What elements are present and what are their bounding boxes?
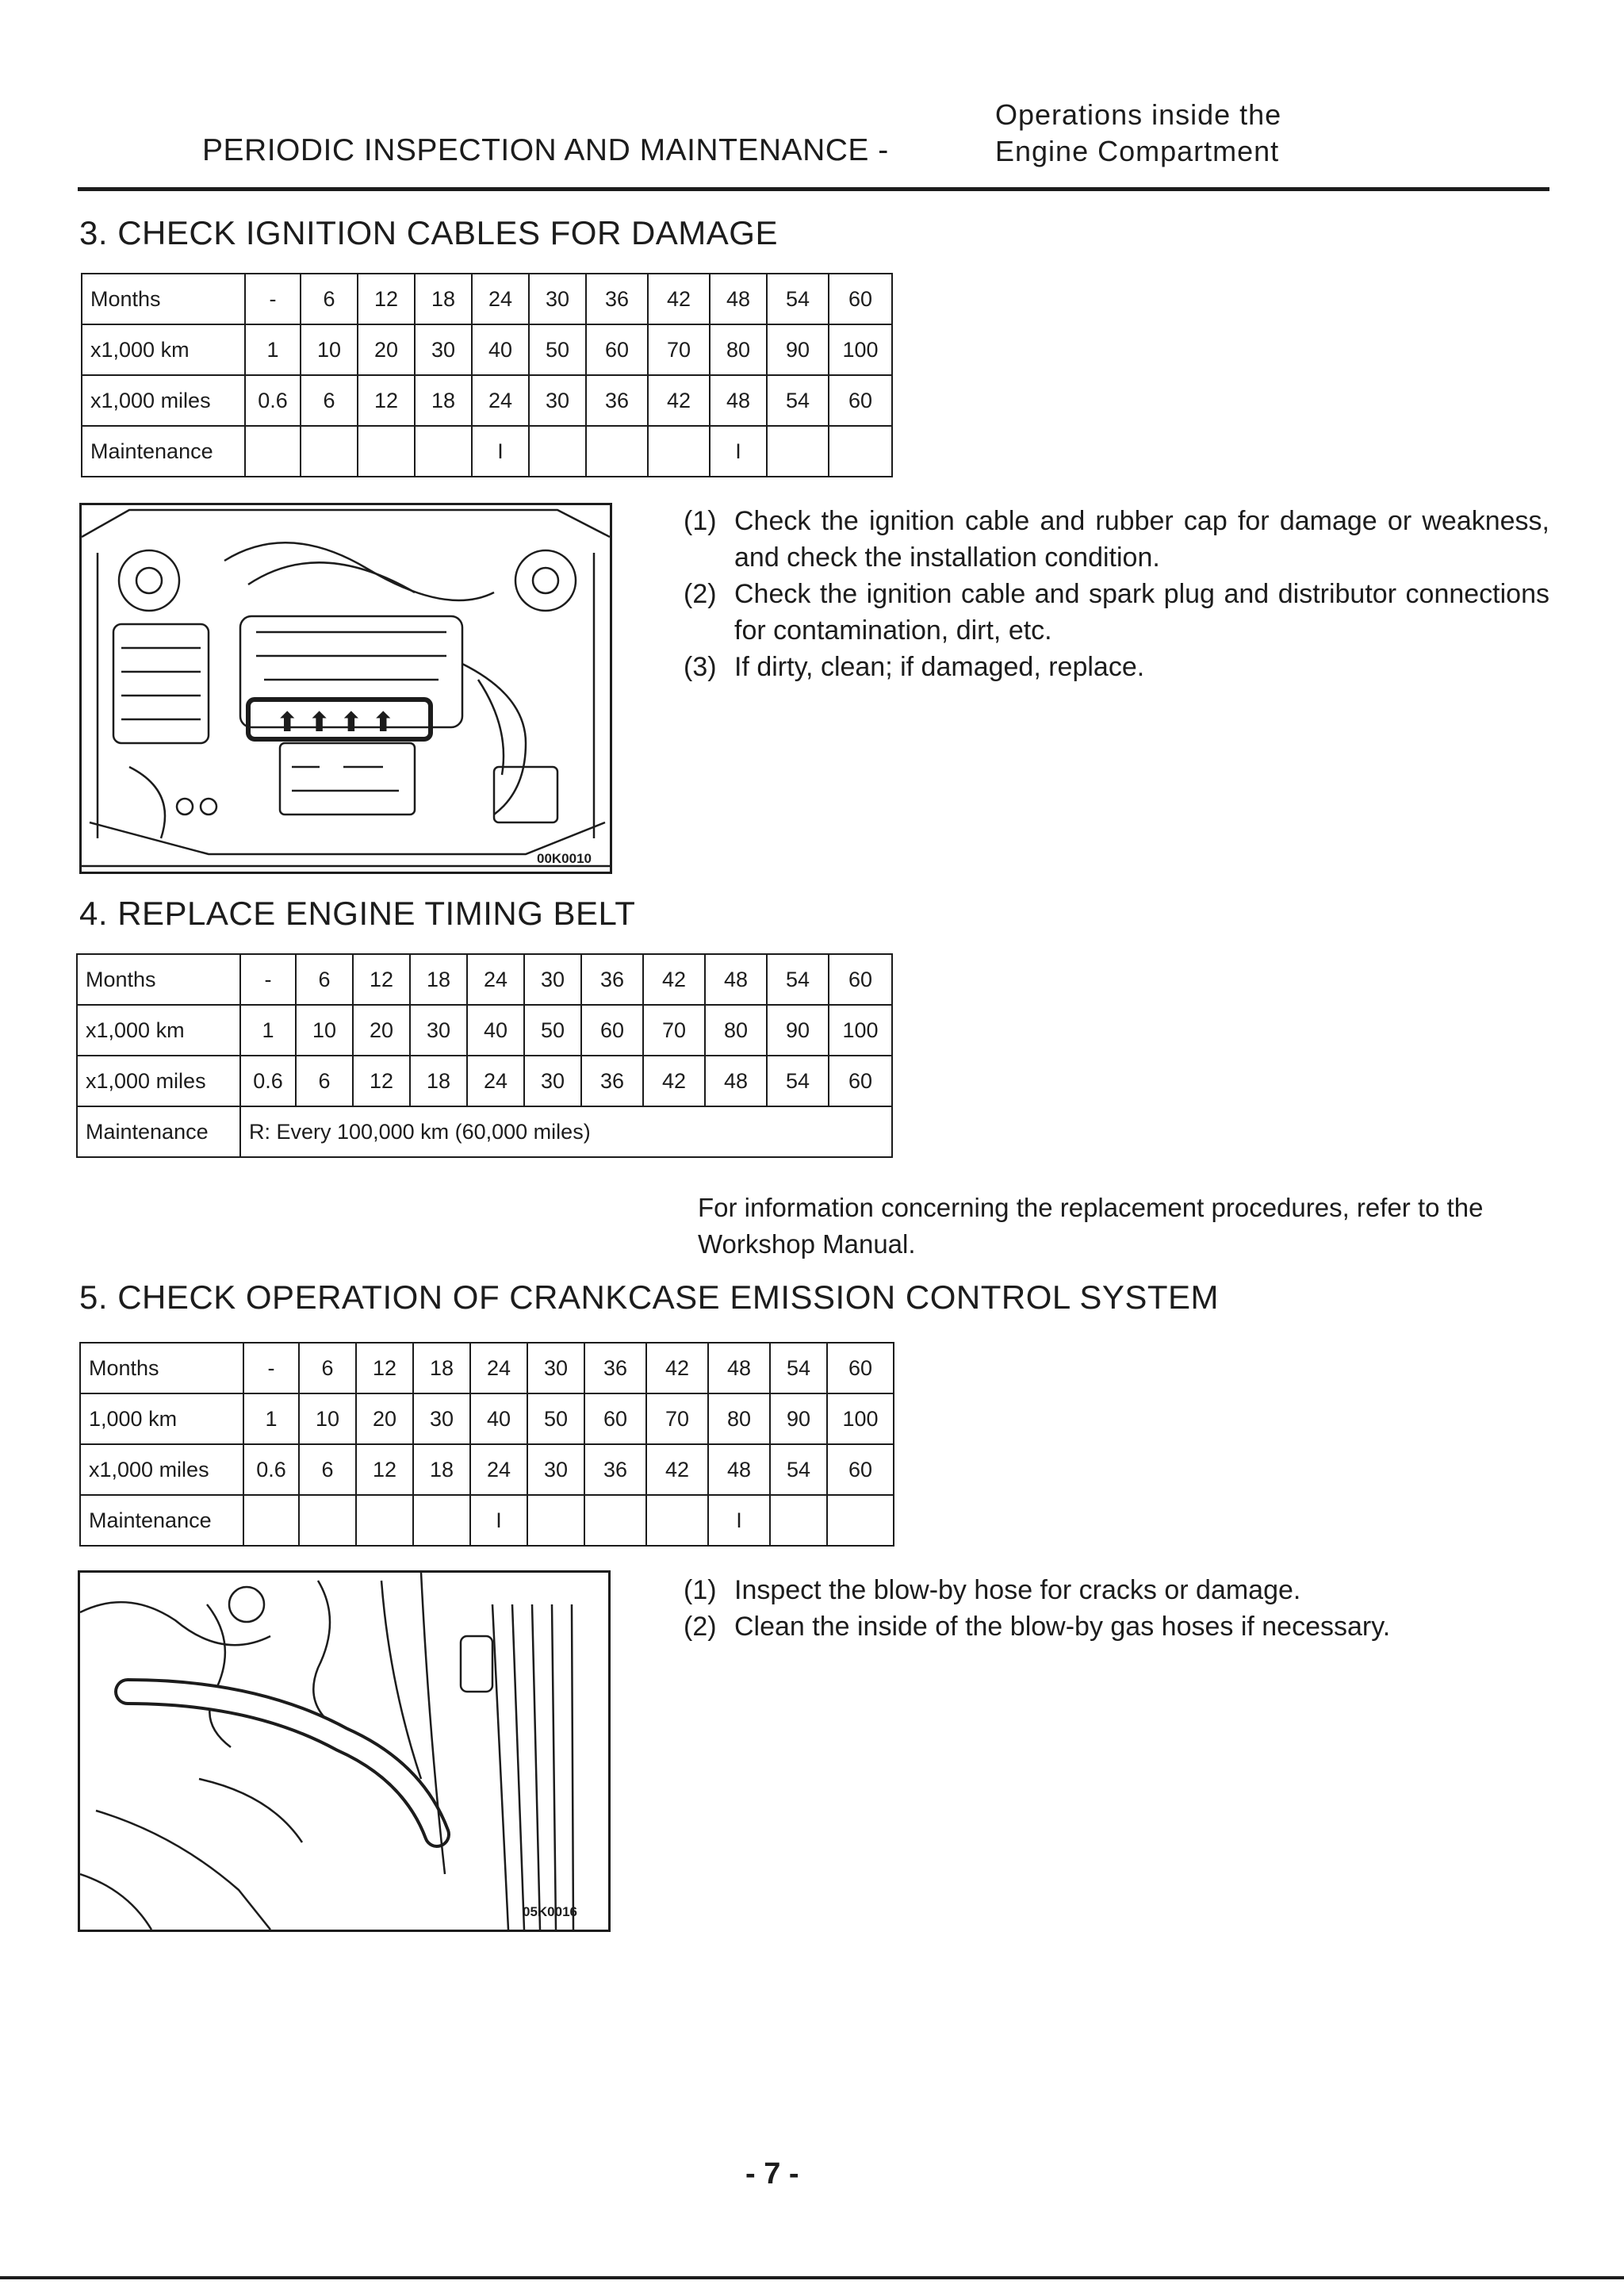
step-number: (2) [684, 579, 717, 609]
table-cell: 48 [710, 375, 767, 426]
row-label: Maintenance [80, 1495, 243, 1546]
blow-by-hose-illustration [78, 1570, 611, 1932]
table-row [80, 1393, 894, 1444]
table-cell: 80 [705, 1005, 767, 1056]
row-label: x1,000 miles [77, 1056, 240, 1106]
step-text: Check the ignition cable and rubber cap for damage or weakness, and check the installation condition. [734, 506, 1549, 573]
table-cell: 100 [829, 324, 892, 375]
table-cell: 54 [770, 1444, 827, 1495]
table-cell: 24 [470, 1444, 527, 1495]
section4-schedule-table [76, 953, 893, 1158]
table-cell: 42 [643, 1056, 705, 1106]
table-cell: 42 [643, 954, 705, 1005]
table-cell [529, 426, 586, 477]
table-cell: 12 [356, 1343, 413, 1393]
table-row [77, 1106, 892, 1157]
section3-title: 3. CHECK IGNITION CABLES FOR DAMAGE [79, 214, 778, 251]
row-label: Months [80, 1343, 243, 1393]
table-cell: 12 [353, 954, 410, 1005]
section5-schedule-table [79, 1342, 894, 1547]
table-cell [243, 1495, 299, 1546]
table-cell [586, 426, 648, 477]
table-cell: 10 [301, 324, 358, 375]
table-cell: 18 [413, 1343, 470, 1393]
page-number: - 7 - [745, 2157, 799, 2191]
table-row [82, 324, 892, 375]
header-rule [78, 187, 1549, 191]
section-heading [995, 97, 1281, 170]
table-cell: 10 [299, 1393, 356, 1444]
table-cell: 6 [296, 954, 353, 1005]
table-cell: 30 [524, 954, 581, 1005]
table-cell: 70 [646, 1393, 708, 1444]
list-item [684, 503, 1549, 576]
table-cell: 42 [646, 1343, 708, 1393]
row-label: 1,000 km [80, 1393, 243, 1444]
table-cell [358, 426, 415, 477]
step-text: Clean the inside of the blow-by gas hoses if necessary. [734, 1612, 1391, 1642]
table-cell: 36 [586, 375, 648, 426]
table-cell [770, 1495, 827, 1546]
table-cell: 6 [301, 375, 358, 426]
list-item [684, 1608, 1549, 1645]
table-cell: - [245, 274, 301, 324]
table-cell: 100 [829, 1005, 892, 1056]
step-text: If dirty, clean; if damaged, replace. [734, 652, 1145, 682]
table-cell: 6 [299, 1343, 356, 1393]
table-cell [301, 426, 358, 477]
table-cell: 40 [470, 1393, 527, 1444]
table-cell [648, 426, 710, 477]
table-cell: 36 [581, 1056, 643, 1106]
table-cell: 40 [467, 1005, 524, 1056]
table-cell [527, 1495, 584, 1546]
engine-compartment-illustration [79, 503, 612, 874]
table-cell: 40 [472, 324, 529, 375]
table-row [77, 1056, 892, 1106]
step-number: (2) [684, 1612, 717, 1642]
table-cell: I [708, 1495, 770, 1546]
section-heading-line2: Engine Compartment [995, 135, 1280, 167]
row-label: Maintenance [77, 1106, 240, 1157]
table-cell [829, 426, 892, 477]
table-cell: 12 [356, 1444, 413, 1495]
table-cell: 70 [648, 324, 710, 375]
step-number: (3) [684, 652, 717, 682]
table-cell: 48 [710, 274, 767, 324]
table-cell: 60 [827, 1343, 894, 1393]
table-cell: 50 [527, 1393, 584, 1444]
table-cell: 1 [245, 324, 301, 375]
table-cell [245, 426, 301, 477]
table-cell: - [243, 1343, 299, 1393]
table-cell: 42 [648, 274, 710, 324]
table-cell: I [472, 426, 529, 477]
table-cell: 30 [527, 1343, 584, 1393]
table-cell: 20 [356, 1393, 413, 1444]
row-label: x1,000 miles [82, 375, 245, 426]
step-number: (1) [684, 1575, 717, 1605]
table-cell: I [470, 1495, 527, 1546]
table-cell [413, 1495, 470, 1546]
table-cell: 54 [770, 1343, 827, 1393]
table-cell [356, 1495, 413, 1546]
row-label: Maintenance [82, 426, 245, 477]
cylinder-labels: ⬆ ⬆ ⬆ ⬆ [276, 707, 395, 738]
table-cell: - [240, 954, 296, 1005]
table-cell: 1 [243, 1393, 299, 1444]
row-label: x1,000 miles [80, 1444, 243, 1495]
table-cell: 60 [581, 1005, 643, 1056]
table-cell: 60 [584, 1393, 646, 1444]
table-row [80, 1444, 894, 1495]
table-cell: 36 [586, 274, 648, 324]
table-cell: 24 [472, 274, 529, 324]
figure-code: 00K0010 [537, 851, 592, 866]
table-cell: 90 [767, 324, 829, 375]
table-cell: 24 [467, 1056, 524, 1106]
table-cell: 54 [767, 1056, 829, 1106]
table-cell: 36 [581, 954, 643, 1005]
table-cell: 60 [827, 1444, 894, 1495]
table-cell: 18 [410, 954, 467, 1005]
table-cell: 48 [708, 1343, 770, 1393]
table-cell: 30 [524, 1056, 581, 1106]
step-number: (1) [684, 506, 717, 536]
table-cell [767, 426, 829, 477]
table-cell: 80 [710, 324, 767, 375]
row-label: Months [82, 274, 245, 324]
table-cell: 48 [705, 1056, 767, 1106]
section3-instructions [684, 503, 1549, 685]
table-cell: 12 [358, 274, 415, 324]
table-cell: 30 [413, 1393, 470, 1444]
page-title: PERIODIC INSPECTION AND MAINTENANCE - [202, 133, 889, 167]
section5-title: 5. CHECK OPERATION OF CRANKCASE EMISSION CONTROL SYSTEM [79, 1278, 1220, 1316]
table-cell: 60 [829, 954, 892, 1005]
table-cell: 18 [415, 274, 472, 324]
table-cell: 24 [470, 1343, 527, 1393]
maintenance-note: R: Every 100,000 km (60,000 miles) [240, 1106, 892, 1157]
table-row [82, 274, 892, 324]
table-cell: I [710, 426, 767, 477]
table-cell [584, 1495, 646, 1546]
table-cell: 36 [584, 1444, 646, 1495]
list-item [684, 649, 1549, 685]
step-text: Inspect the blow-by hose for cracks or damage. [734, 1575, 1301, 1605]
table-cell: 18 [413, 1444, 470, 1495]
section-heading-line1: Operations inside the [995, 98, 1282, 131]
table-cell: 30 [529, 274, 586, 324]
table-cell: 6 [301, 274, 358, 324]
section5-instructions [684, 1572, 1549, 1645]
table-cell: 6 [296, 1056, 353, 1106]
table-cell: 12 [358, 375, 415, 426]
table-cell: 10 [296, 1005, 353, 1056]
row-label: x1,000 km [77, 1005, 240, 1056]
table-cell: 20 [358, 324, 415, 375]
table-cell: 42 [648, 375, 710, 426]
table-cell: 30 [410, 1005, 467, 1056]
table-cell: 90 [767, 1005, 829, 1056]
footer-rule [0, 2276, 1624, 2279]
table-cell: 60 [829, 1056, 892, 1106]
table-cell: 48 [705, 954, 767, 1005]
table-cell: 18 [415, 375, 472, 426]
table-cell: 20 [353, 1005, 410, 1056]
table-cell [646, 1495, 708, 1546]
table-row [82, 375, 892, 426]
table-cell: 80 [708, 1393, 770, 1444]
table-cell: 60 [586, 324, 648, 375]
table-cell: 30 [415, 324, 472, 375]
step-text: Check the ignition cable and spark plug and distributor connections for contamination, dirt, etc. [734, 579, 1549, 646]
list-item [684, 1572, 1549, 1608]
table-row [80, 1495, 894, 1546]
table-cell: 0.6 [245, 375, 301, 426]
table-cell: 18 [410, 1056, 467, 1106]
table-cell: 12 [353, 1056, 410, 1106]
table-row [82, 426, 892, 477]
table-cell [415, 426, 472, 477]
table-row [77, 1005, 892, 1056]
table-cell: 24 [472, 375, 529, 426]
table-cell: 42 [646, 1444, 708, 1495]
table-cell: 24 [467, 954, 524, 1005]
row-label: x1,000 km [82, 324, 245, 375]
table-cell: 60 [829, 274, 892, 324]
table-cell: 1 [240, 1005, 296, 1056]
section4-title: 4. REPLACE ENGINE TIMING BELT [79, 895, 636, 932]
table-row [80, 1343, 894, 1393]
figure-code: 05K0016 [523, 1904, 578, 1919]
table-cell: 90 [770, 1393, 827, 1444]
table-cell: 0.6 [240, 1056, 296, 1106]
table-cell [827, 1495, 894, 1546]
table-cell: 30 [527, 1444, 584, 1495]
table-cell [299, 1495, 356, 1546]
table-cell: 60 [829, 375, 892, 426]
table-cell: 50 [524, 1005, 581, 1056]
table-cell: 0.6 [243, 1444, 299, 1495]
table-cell: 48 [708, 1444, 770, 1495]
table-cell: 50 [529, 324, 586, 375]
table-cell: 30 [529, 375, 586, 426]
section4-note: For information concerning the replacement procedures, refer to the Workshop Manual. [698, 1193, 1484, 1259]
table-cell: 36 [584, 1343, 646, 1393]
table-cell: 100 [827, 1393, 894, 1444]
table-row [77, 954, 892, 1005]
table-cell: 54 [767, 375, 829, 426]
table-cell: 6 [299, 1444, 356, 1495]
list-item [684, 576, 1549, 649]
table-cell: 54 [767, 274, 829, 324]
section3-schedule-table [81, 273, 893, 477]
row-label: Months [77, 954, 240, 1005]
table-cell: 70 [643, 1005, 705, 1056]
table-cell: 54 [767, 954, 829, 1005]
